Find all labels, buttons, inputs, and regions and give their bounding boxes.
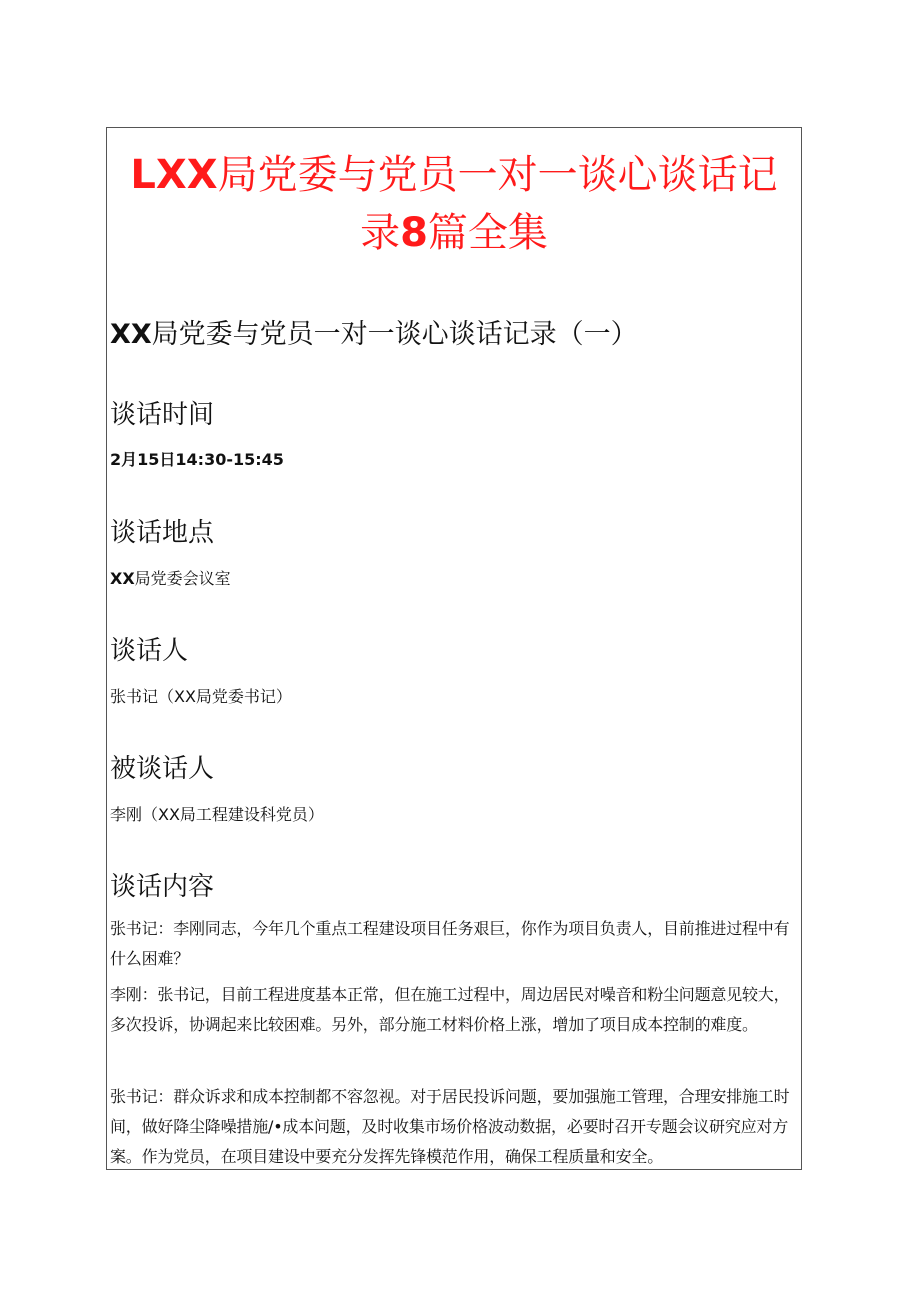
- title-prefix: LXX: [130, 152, 218, 198]
- place-prefix: XX: [110, 569, 135, 588]
- dialogue-paragraph-3: 张书记：群众诉求和成本控制都不容忽视。对于居民投诉问题，要加强施工管理，合理安排施工时间，做好降尘降噪措施/•成本问题，及时收集市场价格波动数据，必要时召开专题会议研究应对方案。作为党员，在项目建设中要充分发挥先锋模范作用，确保工程质量和安全。: [110, 1087, 790, 1166]
- document-title: [107, 146, 801, 262]
- title-line-1-text: 局党委与党员一对一谈心谈话记: [217, 152, 778, 198]
- listener-value: 李刚（XX局工程建设科党员）: [110, 805, 324, 824]
- title-line-2-number: 8: [400, 210, 428, 256]
- place-value: [110, 566, 231, 589]
- listener-label: 被谈话人: [110, 754, 215, 784]
- title-line-1: [107, 146, 801, 204]
- record-title: [110, 312, 638, 351]
- dialogue-paragraph-1: 张书记：李刚同志，今年几个重点工程建设项目任务艰巨，你作为项目负责人，目前推进过程中有什么困难？: [110, 919, 790, 968]
- place-text: 局党委会议室: [134, 569, 231, 588]
- place-label: 谈话地点: [110, 518, 215, 548]
- title-line-2-pre: 录: [360, 210, 401, 256]
- title-line-2-post: 篇全集: [427, 210, 548, 256]
- time-value: 2月15日14:30-15:45: [110, 450, 284, 469]
- title-line-2: [107, 204, 801, 262]
- document-frame: [106, 127, 802, 1170]
- speaker-label: 谈话人: [110, 636, 189, 666]
- dialogue-paragraph-2: 李刚：张书记，目前工程进度基本正常，但在施工过程中，周边居民对噪音和粉尘问题意见较大，多次投诉，协调起来比较困难。另外，部分施工材料价格上涨，增加了项目成本控制的难度。: [110, 985, 790, 1034]
- content-label: 谈话内容: [110, 872, 215, 902]
- speaker-value: 张书记（XX局党委书记）: [110, 687, 292, 706]
- record-title-text: 局党委与党员一对一谈心谈话记录（一）: [151, 319, 638, 350]
- time-label: 谈话时间: [110, 400, 215, 430]
- record-title-prefix: XX: [110, 319, 152, 350]
